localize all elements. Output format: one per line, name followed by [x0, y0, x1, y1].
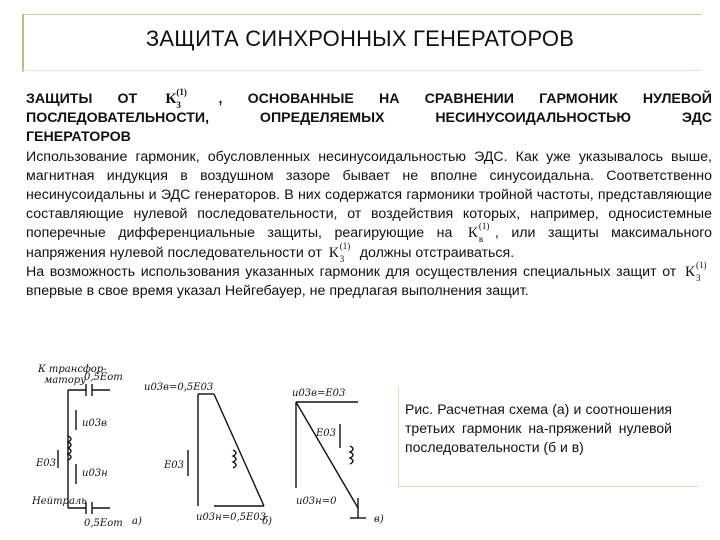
- para1-text-b: , или защиты максимального напряжения нулевой последовательности от: [26, 225, 712, 261]
- k3-symbol-3: К (1) 3: [684, 259, 707, 283]
- b-letter: б): [262, 516, 273, 527]
- decor-left-line: [22, 14, 24, 72]
- heading-line-1: [26, 87, 712, 110]
- decor-title-underline: [22, 70, 702, 71]
- k3-symbol: К (1) 3: [165, 87, 187, 110]
- a-top-source-label: 0,5Еот: [84, 372, 123, 383]
- page-title: ЗАЩИТА СИНХРОННЫХ ГЕНЕРАТОРОВ: [145, 26, 575, 51]
- paragraph-1: [26, 148, 712, 263]
- b-diagonal: [214, 394, 264, 506]
- b-coil: [233, 450, 236, 468]
- a-label-transformer-2: матору: [44, 375, 86, 386]
- c-bottom-label: u03н=0: [296, 496, 337, 507]
- a-u03v-label: u03в: [82, 418, 107, 429]
- b-e03-label: Е03: [164, 460, 185, 471]
- decor-top-line: [22, 14, 702, 15]
- c-letter: в): [374, 514, 384, 525]
- k3-symbol-2: К (1) 3: [328, 240, 351, 264]
- heading-line-2: ПОСЛЕДОВАТЕЛЬНОСТИ, ОПРЕДЕЛЯЕМЫХ НЕСИНУСОИДАЛЬНОСТЬЮ ЭДС: [26, 110, 712, 127]
- b-top-label: u03в=0,5Е03: [144, 382, 214, 393]
- body-text: [26, 87, 712, 301]
- c-diagonal: [296, 402, 358, 508]
- a-e03-label: Е03: [36, 458, 57, 469]
- circuit-figure: [28, 358, 398, 533]
- paragraph-2: [26, 259, 712, 301]
- heading-part-1: ЗАЩИТЫ ОТ: [26, 91, 138, 107]
- a-label-neutral: Нейтраль: [32, 496, 87, 507]
- heading-line-3: ГЕНЕРАТОРОВ: [26, 129, 131, 146]
- a-u03n-label: u03н: [82, 468, 108, 479]
- para1-text-a: Использование гармоник, обусловленных несинусоидальностью ЭДС. Как уже указывалось выше, магнитная индукция в воздушном зазоре бывает не вполне синусоидальна. Соответственно несинусоидальны и ЭДС генераторов. В них содержатся гармоники тройной частоты, представляющие составляющие нулевой последовательности, от воздействия которых, например, односистемные поперечные дифференциальные защиты, реагирующие на: [26, 148, 712, 242]
- heading-part-2: , ОСНОВАННЫЕ НА СРАВНЕНИИ ГАРМОНИК НУЛЕВОЙ: [218, 91, 712, 107]
- c-coil: [350, 446, 353, 464]
- figure-caption: Рис. Расчетная схема (а) и соотношения третьих гармоник на-пряжений нулевой последовательности (б и в): [405, 401, 672, 455]
- para1-text-c: должны отстраиваться.: [359, 244, 515, 261]
- kv-symbol: К (1) в: [467, 221, 490, 245]
- a-label-transformer: К трансфор-: [38, 364, 107, 375]
- a-letter: а): [132, 516, 142, 527]
- para2-text-b: впервые в свое время указал Нейгебауер, не предлагая выполнения защит.: [26, 283, 529, 300]
- c-top-label: u03в=Е03: [292, 388, 346, 399]
- section-heading: [26, 87, 712, 148]
- c-e03-label: Е03: [316, 428, 337, 439]
- b-bottom-label: u03н=0,5Е03: [196, 512, 267, 523]
- a-bottom-source-label: 0,5Еот: [84, 518, 123, 529]
- para2-text-a: На возможность использования указанных гармоник для осуществления специальных защит от: [26, 263, 677, 280]
